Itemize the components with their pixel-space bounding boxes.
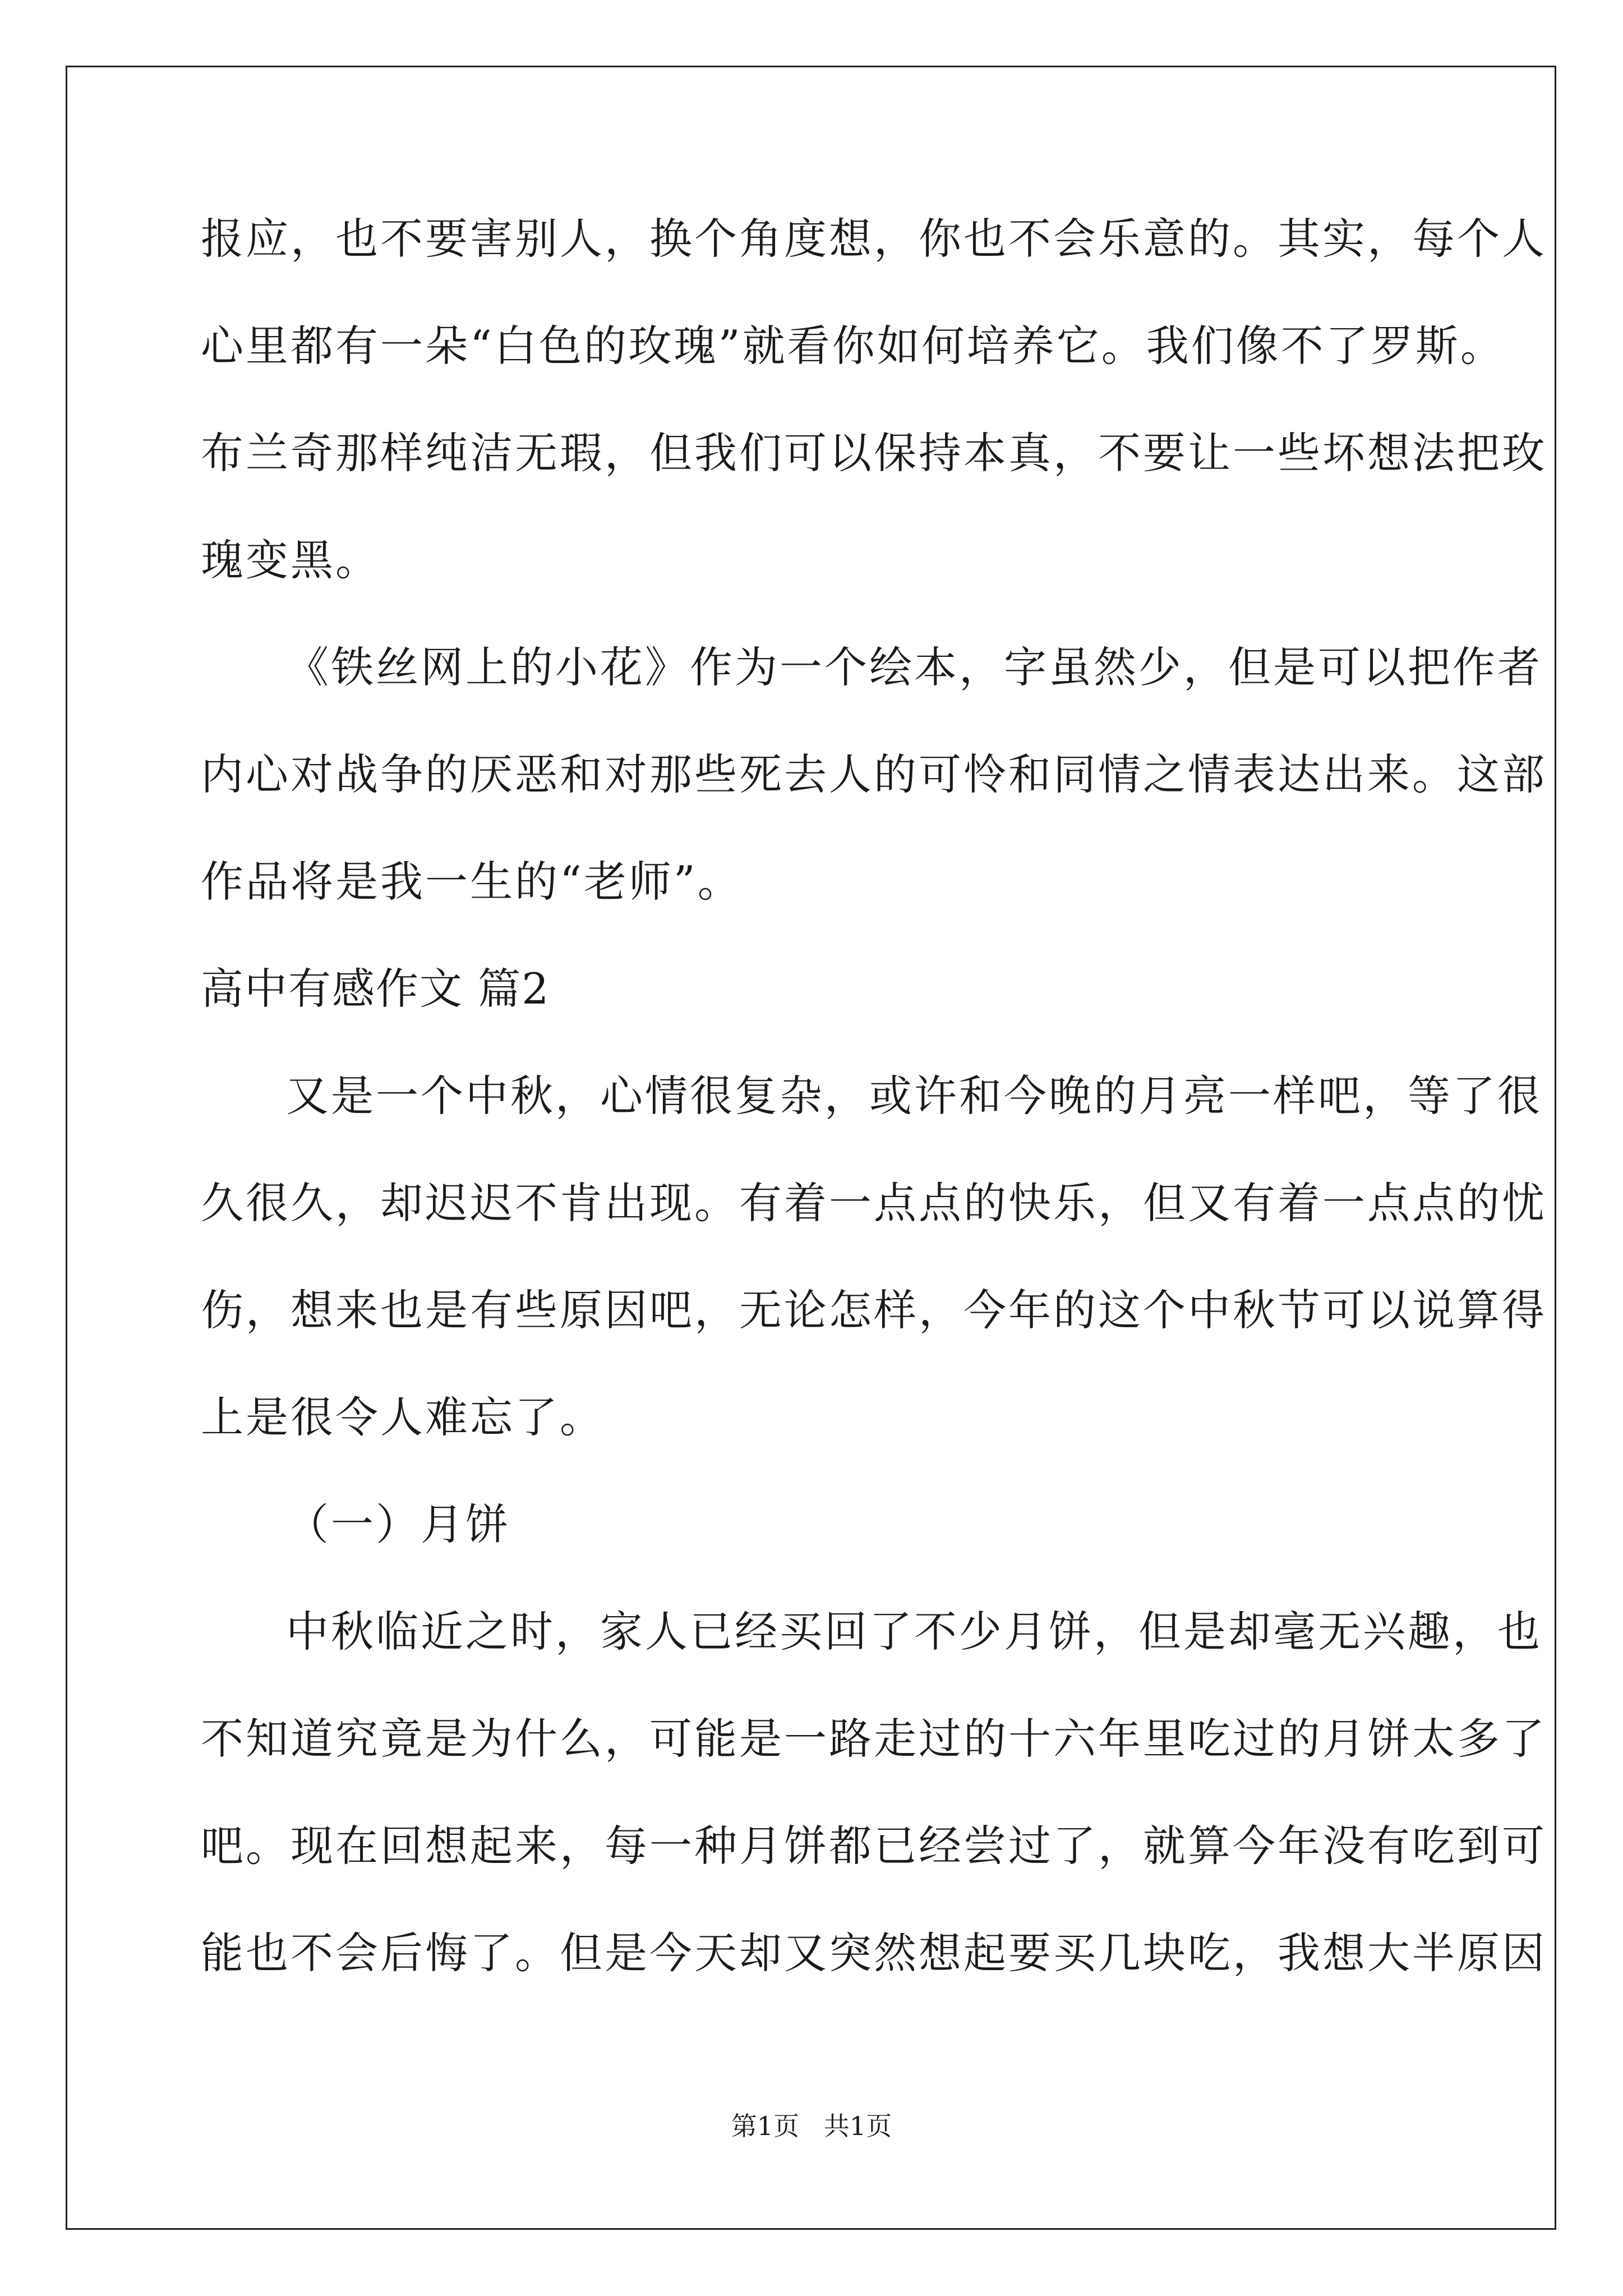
body-line: 不知道究竟是为什么，可能是一路走过的十六年里吃过的月饼太多了 [201, 1714, 1547, 1764]
page-number-footer: 第1页 共1页 [731, 2111, 892, 2141]
body-line: 吧。现在回想起来，每一种月饼都已经尝过了，就算今年没有吃到可 [201, 1821, 1547, 1871]
body-line: 能也不会后悔了。但是今天却又突然想起要买几块吃，我想大半原因 [201, 1928, 1547, 1978]
body-line: 布兰奇那样纯洁无瑕，但我们可以保持本真，不要让一些坏想法把玫 [201, 428, 1547, 478]
body-line: 报应，也不要害别人，换个角度想，你也不会乐意的。其实，每个人 [201, 214, 1547, 264]
body-line: 作品将是我一生的“老师”。 [201, 857, 743, 907]
section-heading: 高中有感作文 篇2 [201, 964, 550, 1014]
body-line: 瑰变黑。 [201, 535, 380, 585]
body-line: 伤，想来也是有些原因吧，无论怎样，今年的这个中秋节可以说算得 [201, 1285, 1547, 1335]
body-line: 《铁丝网上的小花》作为一个绘本，字虽然少，但是可以把作者 [286, 642, 1542, 692]
body-line: 心里都有一朵“白色的玫瑰”就看你如何培养它。我们像不了罗斯。 [201, 321, 1505, 371]
body-line: 久很久，却迟迟不肯出现。有着一点点的快乐，但又有着一点点的忧 [201, 1178, 1547, 1228]
body-line: 中秋临近之时，家人已经买回了不少月饼，但是却毫无兴趣，也 [286, 1607, 1542, 1657]
body-line: 又是一个中秋，心情很复杂，或许和今晚的月亮一样吧，等了很 [286, 1071, 1542, 1121]
body-line: 上是很令人难忘了。 [201, 1392, 605, 1442]
subheading-mooncake: （一）月饼 [286, 1499, 510, 1549]
body-line: 内心对战争的厌恶和对那些死去人的可怜和同情之情表达出来。这部 [201, 749, 1547, 799]
document-body [201, 212, 1547, 2033]
